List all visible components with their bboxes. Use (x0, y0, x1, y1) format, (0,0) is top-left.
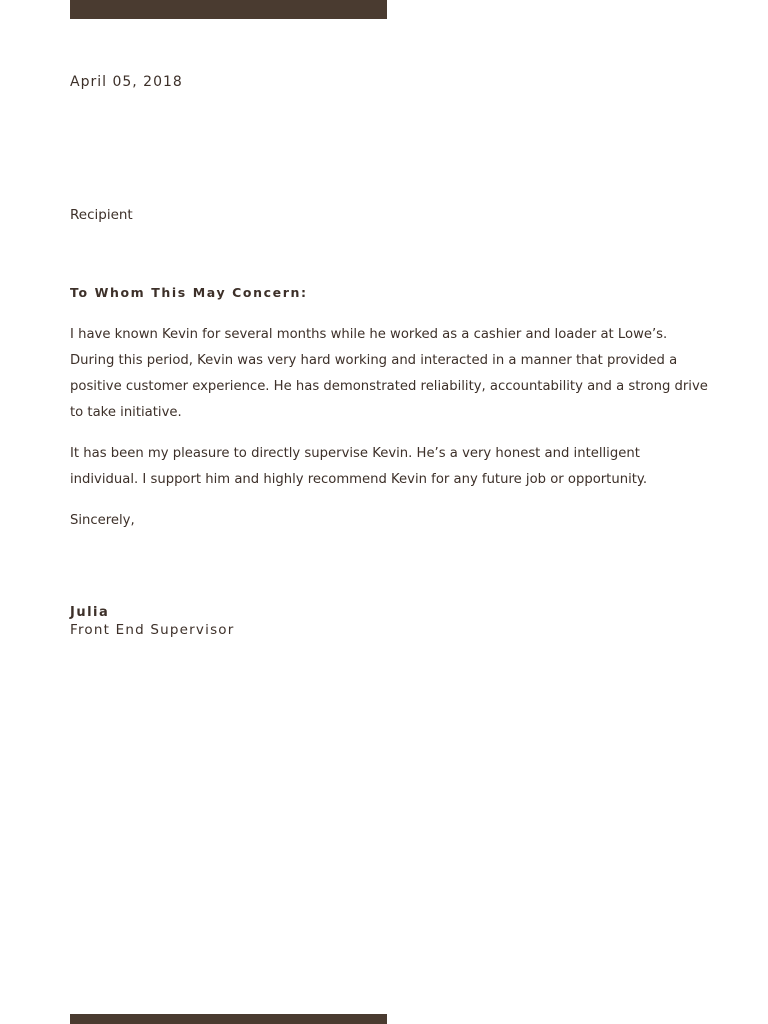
signer-name: Julia (70, 605, 110, 620)
recipient: Recipient (70, 207, 133, 223)
closing: Sincerely, (70, 513, 135, 528)
body-paragraph-1: I have known Kevin for several months while he worked as a cashier and loader at Lowe’s. During this period, Kevin was very hard working and interacted in a manner that provided a positive customer experience. He has demonstrated reliability, accountability and a strong drive to take initiative. (70, 327, 708, 420)
signer-title: Front End Supervisor (70, 622, 235, 638)
letter-date: April 05, 2018 (70, 74, 183, 90)
body-paragraph-2: It has been my pleasure to directly supervise Kevin. He’s a very honest and intelligent individual. I support him and highly recommend Kevin for any future job or opportunity. (70, 446, 648, 487)
top-accent-bar (70, 0, 387, 19)
bottom-accent-bar (70, 1014, 387, 1024)
salutation: To Whom This May Concern: (70, 285, 308, 300)
